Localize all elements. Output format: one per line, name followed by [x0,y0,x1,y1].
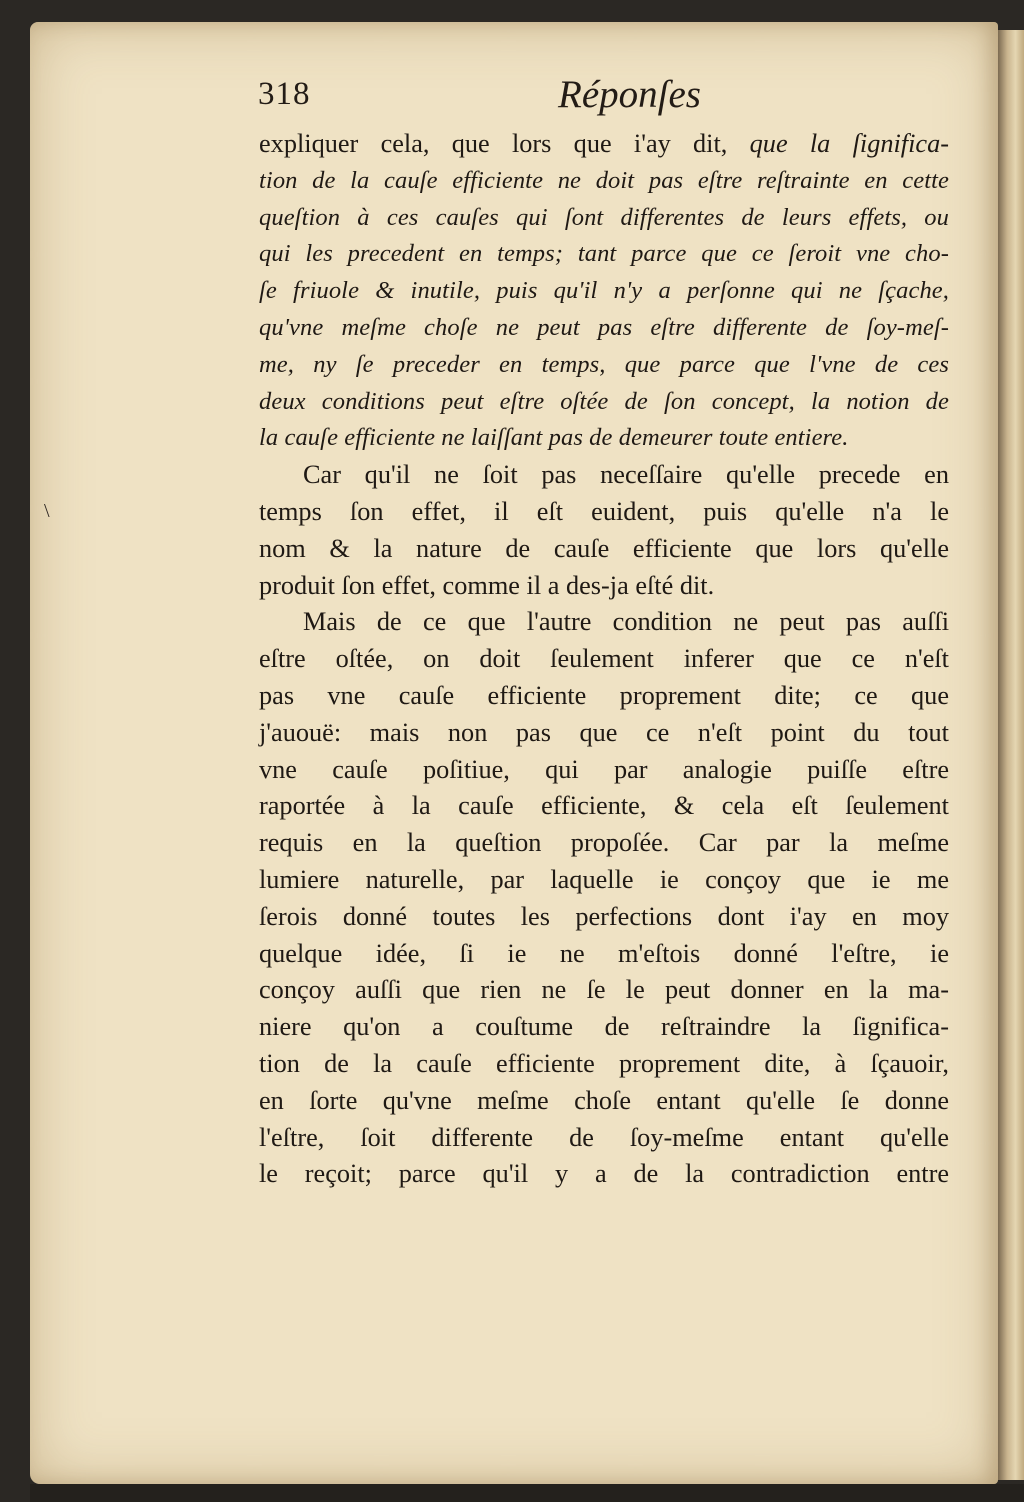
text-line-6: qu'vne meſme choſe ne peut pas eſtre differente de ſoy-meſ- [259,313,949,341]
text-line-7: me, ny ſe preceder en temps, que parce que l'vne de ces [259,350,949,378]
text-line-16: pas vne cauſe efficiente proprement dite; ce que [259,680,949,710]
text-line-27: en ſorte qu'vne meſme choſe entant qu'elle ſe donne [259,1085,949,1115]
text-line-12: nom & la nature de cauſe efficiente que lors qu'elle [259,533,949,563]
text-line-8: deux conditions peut eſtre oſtée de ſon concept, la notion de [259,387,949,415]
text-line-11: temps ſon effet, il eſt euident, puis qu'elle n'a le [259,496,949,526]
page-header [258,72,948,122]
text-line-4: qui les precedent en temps; tant parce que ce ſeroit vne cho- [259,240,949,268]
text-line-18: vne cauſe poſitiue, qui par analogie puiſſe eſtre [259,754,949,784]
page-number: 318 [258,76,311,112]
text-line-20: requis en la queſtion propoſée. Car par la meſme [259,828,949,858]
text-line-15: eſtre oſtée, on doit ſeulement inferer que ce n'eſt [259,644,949,674]
text-line-14: Mais de ce que l'autre condition ne peut pas auſſi [303,607,949,637]
book-fore-edge [996,30,1024,1480]
text-line-24: conçoy auſſi que rien ne ſe le peut donner en la ma- [259,975,949,1005]
body-text [259,126,949,1193]
text-line-29: le reçoit; parce qu'il y a de la contradiction entre [259,1159,949,1189]
text-line-19: raportée à la cauſe efficiente, & cela eſt ſeulement [259,791,949,821]
text-line-3: queſtion à ces cauſes qui ſont differentes de leurs effets, ou [259,203,949,231]
text-line-13: produit ſon effet, comme il a des-ja eſté dit. [259,570,715,600]
text-line-1-italic: que la ſignifica- [749,129,949,158]
text-line-23: quelque idée, ſi ie ne m'eſtois donné l'eſtre, ie [259,938,949,968]
text-line-1-roman: expliquer cela, que lors que i'ay dit, [259,129,750,158]
text-line-21: lumiere naturelle, par laquelle ie conçoy que ie me [259,864,949,894]
text-line-5: ſe friuole & inutile, puis qu'il n'y a perſonne qui ne ſçache, [259,277,949,305]
page-bottom-shadow [30,1484,1024,1502]
text-line-10: Car qu'il ne ſoit pas neceſſaire qu'elle precede en [303,460,949,490]
text-line-28: l'eſtre, ſoit differente de ſoy-meſme entant qu'elle [259,1122,949,1152]
text-line-22: ſerois donné toutes les perfections dont i'ay en moy [259,901,949,931]
text-line-25: niere qu'on a couſtume de reſtraindre la ſignifica- [259,1012,949,1042]
text-line-2: tion de la cauſe efficiente ne doit pas eſtre reſtrainte en cette [259,166,949,194]
margin-mark: \ [44,500,50,522]
text-line-1 [259,126,949,163]
text-line-9: la cauſe efficiente ne laiſſant pas de demeurer toute entiere. [259,424,849,452]
text-line-26: tion de la cauſe efficiente proprement dite, à ſçauoir, [259,1048,949,1078]
running-head: Réponſes [558,73,701,116]
text-line-17: j'auouë: mais non pas que ce n'eſt point du tout [259,717,949,747]
